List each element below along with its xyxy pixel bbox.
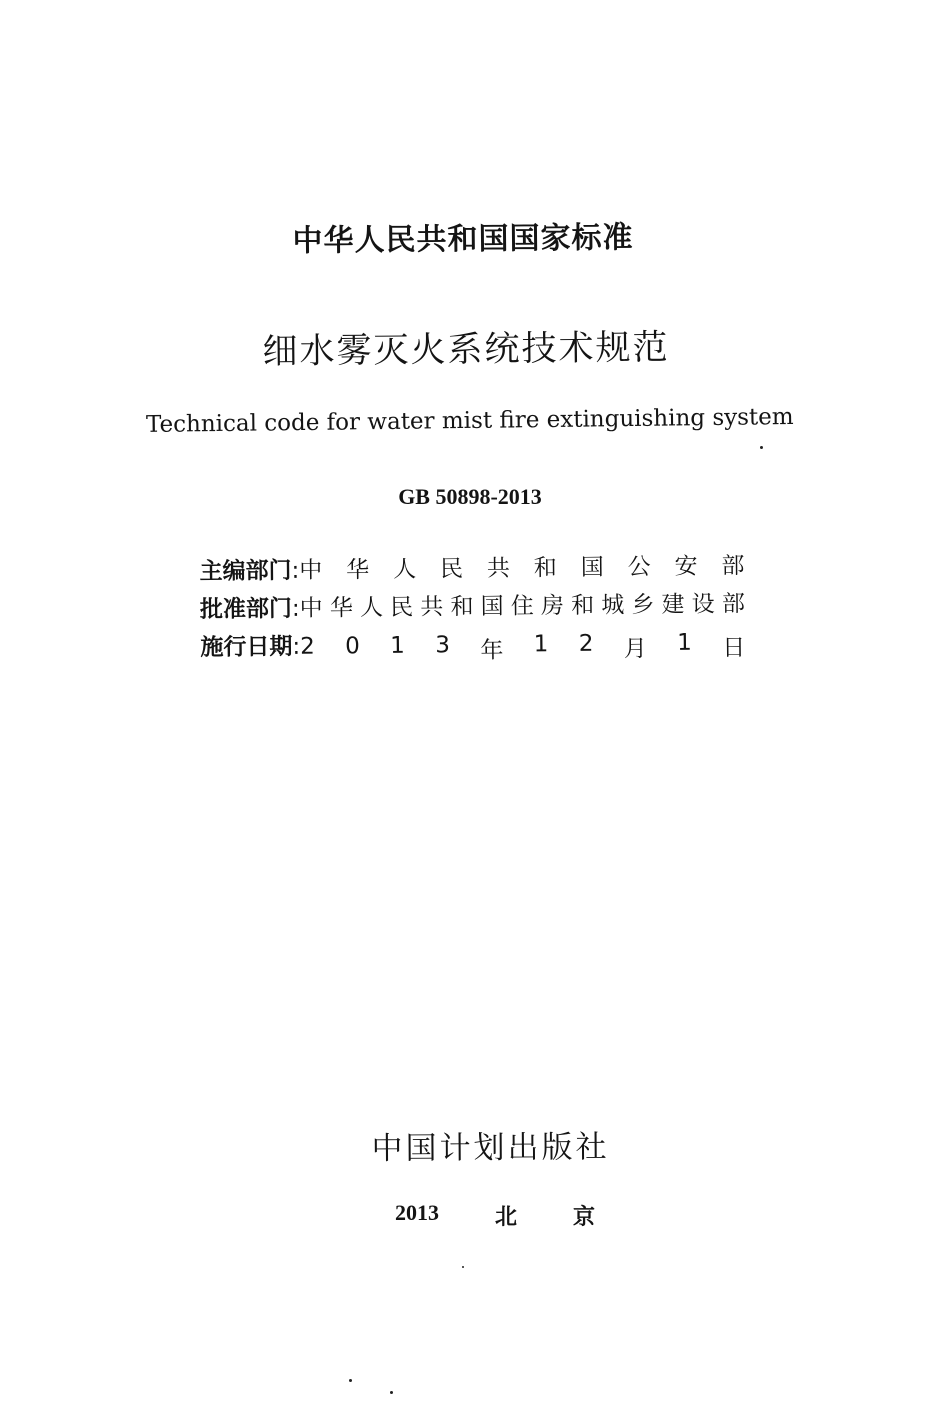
meta-value-char: 国 xyxy=(580,554,604,581)
meta-value-char: 民 xyxy=(390,594,414,621)
meta-value-char: 年 xyxy=(480,637,504,664)
meta-label: 施行日期 xyxy=(200,633,293,661)
publisher-name: 中国计划出版社 xyxy=(371,1129,610,1167)
meta-value-char: 住 xyxy=(510,593,534,620)
publication-year-place xyxy=(395,1200,595,1231)
meta-label: 批准部门 xyxy=(199,595,293,623)
meta-row-effective-date xyxy=(200,623,745,668)
meta-value-char: 国 xyxy=(480,593,504,620)
meta-value-char: 中 xyxy=(299,557,323,584)
meta-value xyxy=(300,585,746,623)
meta-value-char: 民 xyxy=(439,556,464,583)
meta-colon: : xyxy=(292,633,301,660)
meta-value-char: 1 xyxy=(533,631,549,658)
meta-value-char: 共 xyxy=(486,555,511,582)
standard-series-heading: 中华人民共和国国家标准 xyxy=(292,220,634,259)
publication-city-char: 京 xyxy=(572,1204,595,1229)
meta-value-char: 2 xyxy=(578,630,594,657)
meta-value-char: 2 xyxy=(299,633,315,660)
scan-speck xyxy=(390,1391,393,1394)
meta-value-char: 3 xyxy=(435,632,451,659)
meta-value-char: 设 xyxy=(691,591,715,618)
publication-city-char: 北 xyxy=(494,1204,517,1229)
scan-speck xyxy=(760,446,763,449)
meta-value-char: 部 xyxy=(721,553,745,580)
meta-value-char: 建 xyxy=(661,591,685,619)
meta-value xyxy=(300,629,746,667)
meta-value-char: 和 xyxy=(533,555,557,582)
meta-value-char: 房 xyxy=(540,593,565,620)
meta-value-char: 中 xyxy=(299,595,323,622)
standard-number: GB 50898-2013 xyxy=(398,484,542,509)
meta-value-char: 月 xyxy=(623,636,647,663)
meta-value-char: 人 xyxy=(393,556,417,583)
meta-value-char: 城 xyxy=(601,592,625,619)
meta-value-char: 和 xyxy=(450,593,474,621)
meta-value-char: 华 xyxy=(346,557,370,584)
meta-value-char: 公 xyxy=(627,554,651,581)
meta-value-char: 乡 xyxy=(631,592,655,619)
meta-value-char: 人 xyxy=(359,594,384,622)
meta-value-char: 0 xyxy=(345,633,360,660)
meta-colon: : xyxy=(291,595,300,622)
meta-label: 主编部门 xyxy=(199,557,292,585)
meta-value-char: 华 xyxy=(329,595,354,622)
meta-value-char: 部 xyxy=(721,591,746,618)
meta-value-char: 1 xyxy=(677,629,692,656)
meta-value-char: 共 xyxy=(420,594,444,621)
meta-value-char: 日 xyxy=(722,635,746,662)
meta-row-approver xyxy=(200,585,745,624)
meta-value-char: 安 xyxy=(674,553,698,580)
publication-year: 2013 xyxy=(395,1200,439,1225)
chinese-title: 细水雾灭火系统技术规范 xyxy=(262,327,670,373)
meta-value-char: 和 xyxy=(570,592,595,619)
scan-speck xyxy=(462,1266,464,1268)
meta-value xyxy=(299,547,745,585)
scan-speck xyxy=(349,1379,352,1382)
meta-row-editor xyxy=(199,547,744,586)
meta-block xyxy=(199,547,745,673)
english-title: Technical code for water mist fire extinguishing system xyxy=(145,403,794,438)
meta-colon: : xyxy=(291,557,300,584)
meta-value-char: 1 xyxy=(390,632,405,659)
